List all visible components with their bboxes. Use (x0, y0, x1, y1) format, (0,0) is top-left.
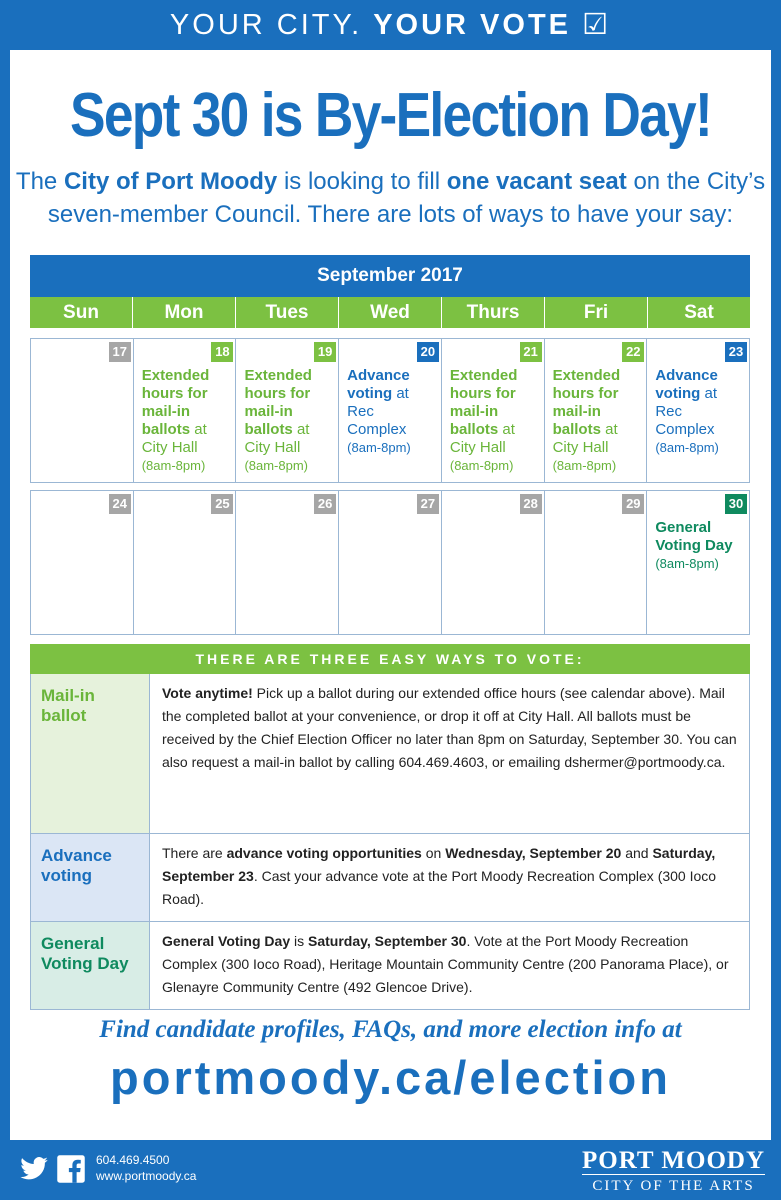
event-place: at Rec Complex (655, 385, 717, 438)
event-place: at City Hall (244, 421, 310, 456)
date-number: 29 (622, 494, 644, 514)
way-label-mail: Mail-in ballot (31, 674, 149, 833)
event-hours: (8am-8pm) (141, 458, 206, 473)
gen-b1: General Voting Day (162, 933, 291, 949)
day-cell-25 (134, 491, 237, 634)
intro-city: City of Port Moody (63, 168, 278, 195)
adv-t1: There are (162, 845, 227, 861)
event-title: Extended hours for mail-in ballots (244, 367, 312, 438)
intro-t2: is looking to fill (277, 168, 447, 195)
day-cell-22 (545, 339, 648, 482)
banner-lead: YOUR CITY. (169, 9, 363, 41)
day-cell-17 (31, 339, 134, 482)
adv-b3: Saturday, September 23 (162, 845, 716, 884)
day-tues: Tues (236, 297, 339, 328)
gen-b2: Saturday, September 30 (308, 933, 467, 949)
calendar-week-1 (30, 338, 750, 483)
event (553, 367, 641, 475)
adv-t3: and (621, 845, 653, 861)
intro-seat: one vacant seat (446, 168, 627, 195)
adv-t4: . Cast your advance vote at the Port Moody Recreation Complex (300 Ioco Road). (162, 868, 717, 907)
checkbox-icon: ☑ (582, 9, 612, 41)
way-desc-mail (149, 674, 749, 833)
event-hours: (8am-8pm) (244, 458, 309, 473)
headline: Sept 30 is By-Election Day! (69, 81, 712, 150)
calendar-title: September 2017 (30, 255, 750, 297)
event-title: Extended hours for mail-in ballots (449, 367, 518, 438)
poster-panel (10, 50, 771, 1140)
event-hours: (8am-8pm) (347, 440, 411, 455)
day-cell-26 (236, 491, 339, 634)
day-cell-27 (339, 491, 442, 634)
day-cell-18 (134, 339, 237, 482)
event-title: General Voting Day (655, 519, 733, 554)
footer-website[interactable]: www.portmoody.ca (96, 1169, 197, 1183)
date-number: 26 (314, 494, 336, 514)
top-banner (0, 0, 781, 50)
date-number: 18 (211, 342, 233, 362)
day-mon: Mon (133, 297, 236, 328)
calendar (30, 255, 750, 571)
facebook-icon[interactable] (56, 1154, 86, 1189)
ways-to-vote-table (30, 644, 750, 1010)
event-hours: (8am-8pm) (449, 458, 514, 473)
day-thurs: Thurs (442, 297, 545, 328)
event-hours: (8am-8pm) (655, 556, 719, 571)
event-place: at City Hall (449, 421, 515, 456)
way-advance (30, 834, 750, 922)
date-number: 27 (417, 494, 439, 514)
day-wed: Wed (339, 297, 442, 328)
adv-b2: Wednesday, September 20 (445, 845, 622, 861)
way-label-advance: Advance voting (31, 834, 149, 921)
event-hours: (8am-8pm) (655, 440, 719, 455)
adv-b1: advance voting opportunities (226, 845, 422, 861)
way-desc-advance (149, 834, 749, 921)
date-number: 28 (520, 494, 542, 514)
event (347, 367, 435, 457)
mail-t1: Pick up a ballot during our extended office hours (see calendar above). Mail the completed ballot at your convenience, or drop it off at City Hall. All ballots must be received by the Chief Election Officer no later than 8pm on Saturday, September 30. You can also request a mail-in ballot by calling 604.469.4603, or emailing dshermer@portmoody.ca. (162, 685, 737, 770)
day-fri: Fri (545, 297, 648, 328)
day-cell-19 (236, 339, 339, 482)
day-sat: Sat (684, 302, 714, 323)
date-number: 19 (314, 342, 336, 362)
event (244, 367, 332, 475)
mail-b1: Vote anytime! (162, 685, 253, 701)
event-place: at Rec Complex (347, 385, 409, 438)
date-number: 20 (417, 342, 439, 362)
day-cell-29 (545, 491, 648, 634)
footer-contact (96, 1152, 196, 1184)
day-cell-28 (442, 491, 545, 634)
date-number: 21 (520, 342, 542, 362)
event-place: at City Hall (141, 421, 207, 456)
footer-phone: 604.469.4500 (96, 1153, 170, 1167)
date-number: 22 (622, 342, 644, 362)
brand-name: PORT MOODY (582, 1147, 765, 1174)
day-cell-23 (647, 339, 750, 482)
social-icons (18, 1154, 86, 1189)
brand-tagline: CITY OF THE ARTS (592, 1178, 755, 1194)
date-number: 17 (109, 342, 131, 362)
adv-t2: on (421, 845, 446, 861)
gen-t2: . Vote at the Port Moody Recreation Complex (300 Ioco Road), Heritage Mountain Community Centre (200 Panorama Place), or Glenayre Community Centre (492 Glencoe Drive). (162, 933, 729, 995)
find-more-text: Find candidate profiles, FAQs, and more election info at (99, 1016, 682, 1043)
event (655, 367, 743, 457)
date-number: 24 (109, 494, 131, 514)
event-title: Extended hours for mail-in ballots (141, 367, 210, 438)
way-general (30, 922, 750, 1010)
calendar-week-2 (30, 490, 750, 635)
banner-bold: YOUR VOTE (373, 9, 572, 41)
intro-t1: The (15, 168, 64, 195)
event (142, 367, 230, 475)
event (450, 367, 538, 475)
day-sun: Sun (30, 297, 133, 328)
twitter-icon[interactable] (18, 1154, 50, 1189)
way-mail-in (30, 674, 750, 834)
event (655, 519, 743, 573)
day-cell-21 (442, 339, 545, 482)
way-label-general: General Voting Day (31, 922, 149, 1009)
port-moody-logo (582, 1148, 765, 1197)
way-desc-general (149, 922, 749, 1009)
event-title: Advance voting (347, 367, 410, 402)
weekday-header (30, 297, 750, 328)
event-title: Extended hours for mail-in ballots (552, 367, 621, 438)
event-place: at City Hall (552, 421, 618, 456)
gen-t1: is (290, 933, 308, 949)
day-cell-20 (339, 339, 442, 482)
election-url[interactable]: portmoody.ca/election (110, 1051, 671, 1104)
day-cell-24 (31, 491, 134, 634)
intro-text (10, 165, 771, 231)
event-title: Advance voting (655, 367, 718, 402)
date-number: 25 (211, 494, 233, 514)
intro-t3: on the City’s seven-member Council. There are lots of ways to have your say: (47, 168, 766, 228)
day-cell-30 (647, 491, 750, 634)
footer (0, 1140, 781, 1200)
ways-heading: THERE ARE THREE EASY WAYS TO VOTE: (30, 644, 750, 674)
date-number: 23 (725, 342, 747, 362)
date-number: 30 (725, 494, 747, 514)
event-hours: (8am-8pm) (552, 458, 617, 473)
